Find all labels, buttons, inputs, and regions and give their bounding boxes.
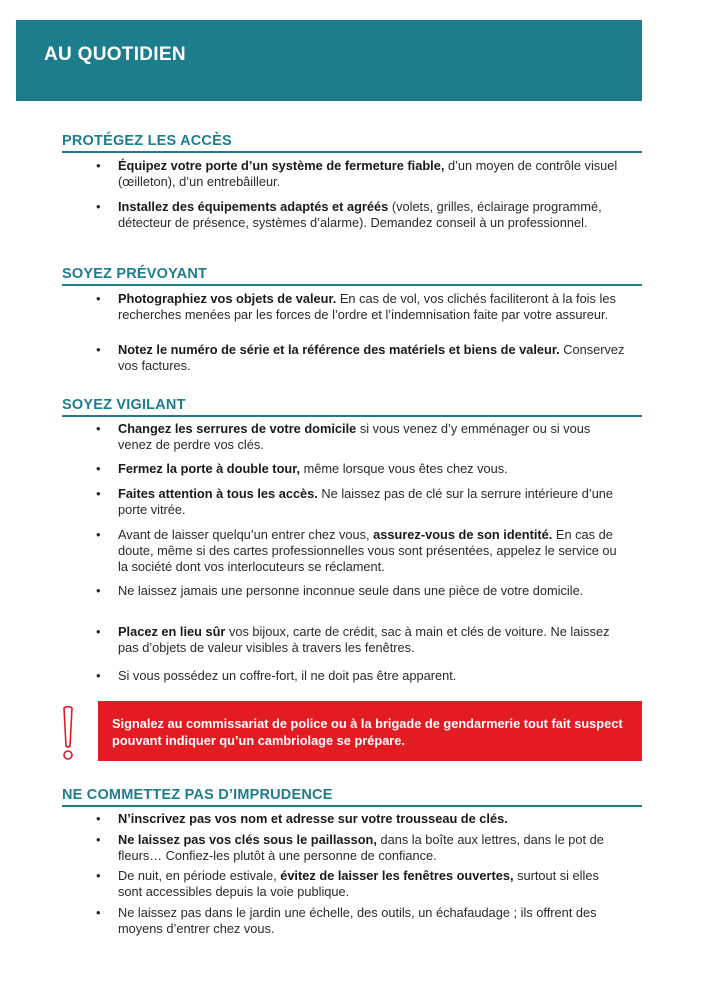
item-text: si vous venez d’y emménager ou si vous venez de perdre vos clés. bbox=[118, 421, 591, 452]
list-item bbox=[96, 342, 626, 374]
list-item bbox=[96, 486, 626, 518]
list-item bbox=[96, 832, 626, 864]
section-title-proteger: PROTÉGEZ LES ACCÈS bbox=[62, 132, 642, 153]
item-bold: Placez en lieu sûr bbox=[118, 624, 226, 639]
bullet: • bbox=[96, 291, 101, 306]
item-text: Ne laissez pas de clé sur la serrure intérieure d’une porte vitrée. bbox=[118, 486, 614, 517]
bullet: • bbox=[96, 199, 101, 214]
item-bold: Fermez la porte à double tour, bbox=[118, 461, 301, 476]
list-item bbox=[96, 583, 626, 599]
bullet: • bbox=[96, 624, 101, 639]
bullet: • bbox=[96, 811, 101, 826]
list-item bbox=[96, 199, 626, 231]
list-item bbox=[96, 158, 626, 190]
item-text: En cas de vol, vos clichés faciliteront à la fois les recherches menées par les forces de l’ordre et l’indemnisation faite par votre assureur. bbox=[118, 291, 616, 322]
item-text: Conservez vos factures. bbox=[118, 342, 625, 373]
item-text: surtout si elles sont accessibles depuis la voie publique. bbox=[118, 868, 599, 899]
bullet: • bbox=[96, 668, 101, 683]
bullet: • bbox=[96, 486, 101, 501]
bullet: • bbox=[96, 461, 101, 476]
section-title-imprudence: NE COMMETTEZ PAS D’IMPRUDENCE bbox=[62, 786, 642, 807]
bullet: • bbox=[96, 832, 101, 847]
item-bold: Ne laissez pas vos clés sous le paillasson, bbox=[118, 832, 377, 847]
list-item bbox=[96, 668, 626, 684]
item-text: dans la boîte aux lettres, dans le pot de fleurs… Confiez-les plutôt à une personne de confiance. bbox=[118, 832, 604, 863]
bullet: • bbox=[96, 905, 101, 920]
item-bold: évitez de laisser les fenêtres ouvertes, bbox=[280, 868, 514, 883]
list-item bbox=[96, 905, 626, 937]
item-text: même lorsque vous êtes chez vous. bbox=[300, 461, 508, 476]
list-item bbox=[96, 461, 626, 477]
bullet: • bbox=[96, 527, 101, 542]
bullet: • bbox=[96, 158, 101, 173]
item-bold: Changez les serrures de votre domicile bbox=[118, 421, 357, 436]
list-item bbox=[96, 527, 626, 575]
item-text: Ne laissez pas dans le jardin une échelle, des outils, un échafaudage ; ils offrent des moyens d’entrer chez vous. bbox=[118, 905, 597, 936]
item-bold: Photographiez vos objets de valeur. bbox=[118, 291, 337, 306]
item-text: En cas de doute, même si des cartes professionnelles vous sont présentées, appelez le service ou la société dont vos interlocuteurs se réclament. bbox=[118, 527, 617, 574]
bullet: • bbox=[96, 583, 101, 598]
item-text: Avant de laisser quelqu’un entrer chez vous, bbox=[118, 527, 374, 542]
item-text: Si vous possédez un coffre-fort, il ne doit pas être apparent. bbox=[118, 668, 457, 683]
page-title: AU QUOTIDIEN bbox=[44, 44, 186, 65]
item-bold: Faites attention à tous les accès. bbox=[118, 486, 318, 501]
list-item bbox=[96, 868, 626, 900]
list-item bbox=[96, 421, 626, 453]
item-text: Ne laissez jamais une personne inconnue seule dans une pièce de votre domicile. bbox=[118, 583, 584, 598]
item-text: vos bijoux, carte de crédit, sac à main et clés de voiture. Ne laissez pas d’objets de valeur visibles à travers les fenêtres. bbox=[118, 624, 610, 655]
item-text: De nuit, en période estivale, bbox=[118, 868, 281, 883]
item-bold: Installez des équipements adaptés et agréés bbox=[118, 199, 389, 214]
exclamation-icon bbox=[60, 706, 76, 762]
item-bold: Équipez votre porte d’un système de fermeture fiable, bbox=[118, 158, 445, 173]
item-bold: Notez le numéro de série et la référence des matériels et biens de valeur. bbox=[118, 342, 560, 357]
alert-text: Signalez au commissariat de police ou à la brigade de gendarmerie tout fait suspect pouvant indiquer qu’un cambriolage se prépare. bbox=[112, 716, 623, 748]
item-bold: assurez-vous de son identité. bbox=[373, 527, 553, 542]
item-bold: N’inscrivez pas vos nom et adresse sur votre trousseau de clés. bbox=[118, 811, 508, 826]
list-item bbox=[96, 811, 626, 827]
bullet: • bbox=[96, 342, 101, 357]
section-title-prevoyant: SOYEZ PRÉVOYANT bbox=[62, 265, 642, 286]
list-item bbox=[96, 291, 626, 323]
bullet: • bbox=[96, 421, 101, 436]
item-text: (volets, grilles, éclairage programmé, détecteur de présence, systèmes d’alarme). Demandez conseil à un professionnel. bbox=[118, 199, 602, 230]
alert-box bbox=[98, 701, 642, 761]
bullet: • bbox=[96, 868, 101, 883]
section-title-vigilant: SOYEZ VIGILANT bbox=[62, 396, 642, 417]
list-item bbox=[96, 624, 626, 656]
item-text: d’un moyen de contrôle visuel (œilleton), d’un entrebâilleur. bbox=[118, 158, 618, 189]
